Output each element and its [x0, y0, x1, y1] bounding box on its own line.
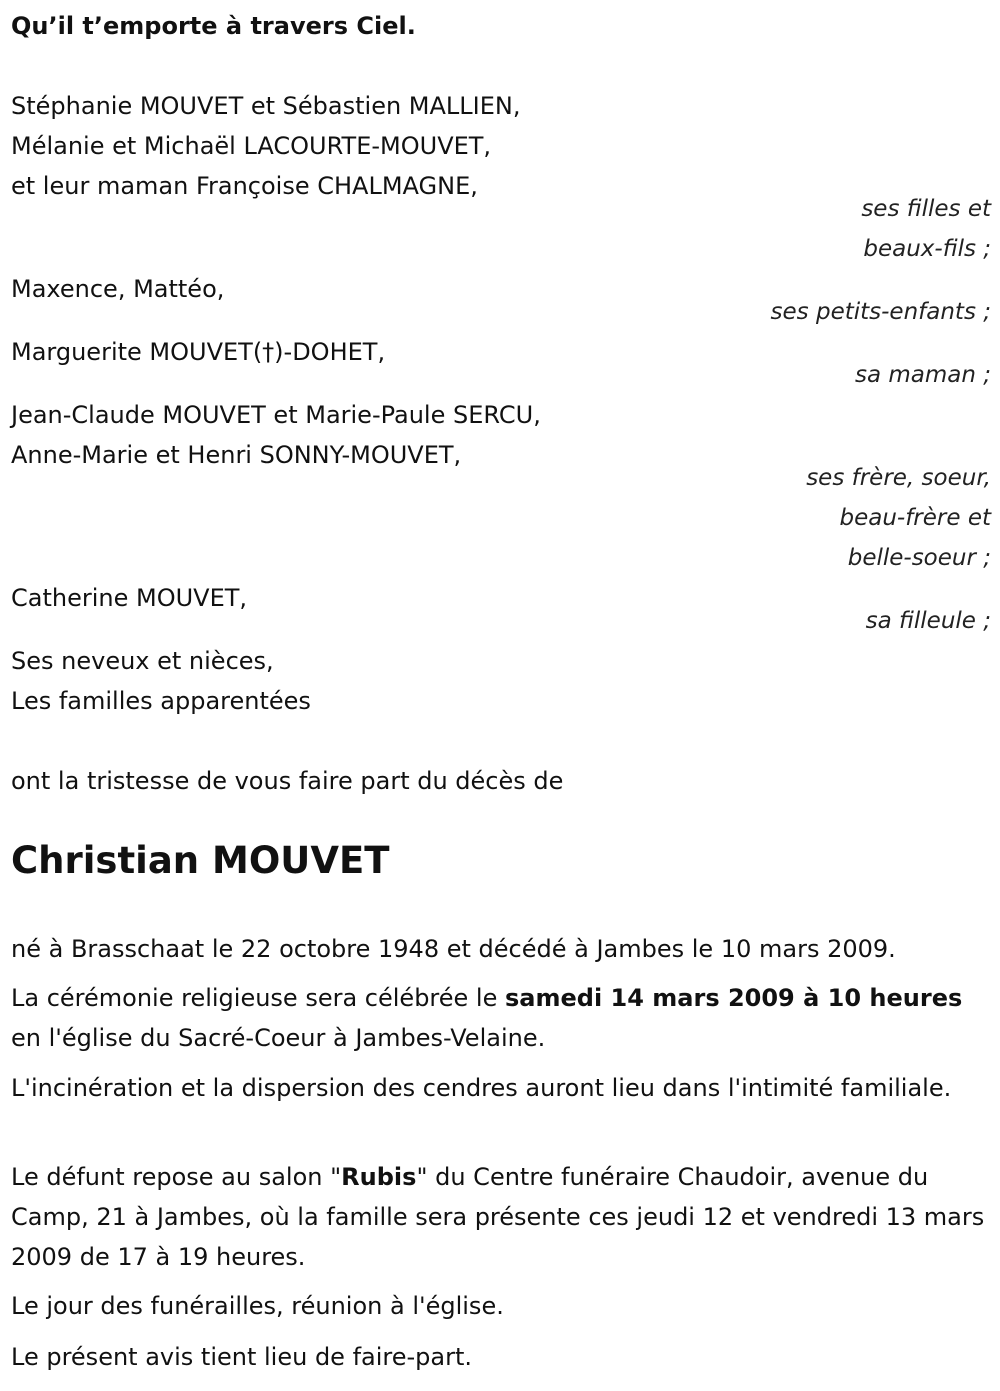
cremation-paragraph: L'incinération et la dispersion des cendres auront lieu dans l'intimité familiale.: [11, 1074, 952, 1102]
salon-name: Rubis: [341, 1163, 417, 1191]
related-families: Les familles apparentées: [11, 687, 311, 715]
sibling-line-2: Anne-Marie et Henri SONNY-MOUVET,: [11, 441, 462, 469]
grandchildren: Maxence, Mattéo,: [11, 275, 225, 303]
ceremony-paragraph: [11, 978, 991, 1058]
goddaughter: Catherine MOUVET,: [11, 584, 248, 612]
announcement: ont la tristesse de vous faire part du décès de: [11, 767, 564, 795]
family-daughter-line-2: Mélanie et Michaël LACOURTE-MOUVET,: [11, 132, 492, 160]
resting-place-paragraph: [11, 1157, 991, 1277]
birth-death-paragraph: né à Brasschaat le 22 octobre 1948 et décédé à Jambes le 10 mars 2009.: [11, 935, 896, 963]
daughters-role-line-1: ses filles et: [861, 196, 991, 222]
resting-prefix: Le défunt repose au salon ": [11, 1163, 342, 1191]
nephews-nieces: Ses neveux et nièces,: [11, 647, 274, 675]
ceremony-prefix: La cérémonie religieuse sera célébrée le: [11, 984, 505, 1012]
grandchildren-role: ses petits-enfants ;: [770, 299, 991, 325]
siblings-role-line-2: beau-frère et: [839, 505, 991, 531]
notice-paragraph: Le présent avis tient lieu de faire-part.: [11, 1343, 473, 1371]
siblings-role-line-1: ses frère, soeur,: [806, 465, 991, 491]
deceased-name: Christian MOUVET: [11, 839, 390, 882]
goddaughter-role: sa filleule ;: [865, 608, 991, 634]
family-daughter-line-1: Stéphanie MOUVET et Sébastien MALLIEN,: [11, 92, 521, 120]
mother: Marguerite MOUVET(†)-DOHET,: [11, 338, 386, 366]
family-daughter-line-3: et leur maman Françoise CHALMAGNE,: [11, 172, 478, 200]
sibling-line-1: Jean-Claude MOUVET et Marie-Paule SERCU,: [11, 401, 541, 429]
funeral-day-paragraph: Le jour des funérailles, réunion à l'église.: [11, 1292, 504, 1320]
ceremony-date-time: samedi 14 mars 2009 à 10 heures: [505, 984, 963, 1012]
daughters-role-line-2: beaux-fils ;: [863, 236, 991, 262]
siblings-role-line-3: belle-soeur ;: [847, 545, 991, 571]
ceremony-location: en l'église du Sacré-Coeur à Jambes-Velaine.: [11, 1024, 546, 1052]
mother-role: sa maman ;: [854, 362, 991, 388]
resting-details: " du Centre funéraire Chaudoir, avenue du Camp, 21 à Jambes, où la famille sera présente ces jeudi 12 et vendredi 13 mars 2009 de 17 à 19 heures.: [11, 1163, 985, 1271]
motto: Qu’il t’emporte à travers Ciel.: [11, 12, 416, 40]
